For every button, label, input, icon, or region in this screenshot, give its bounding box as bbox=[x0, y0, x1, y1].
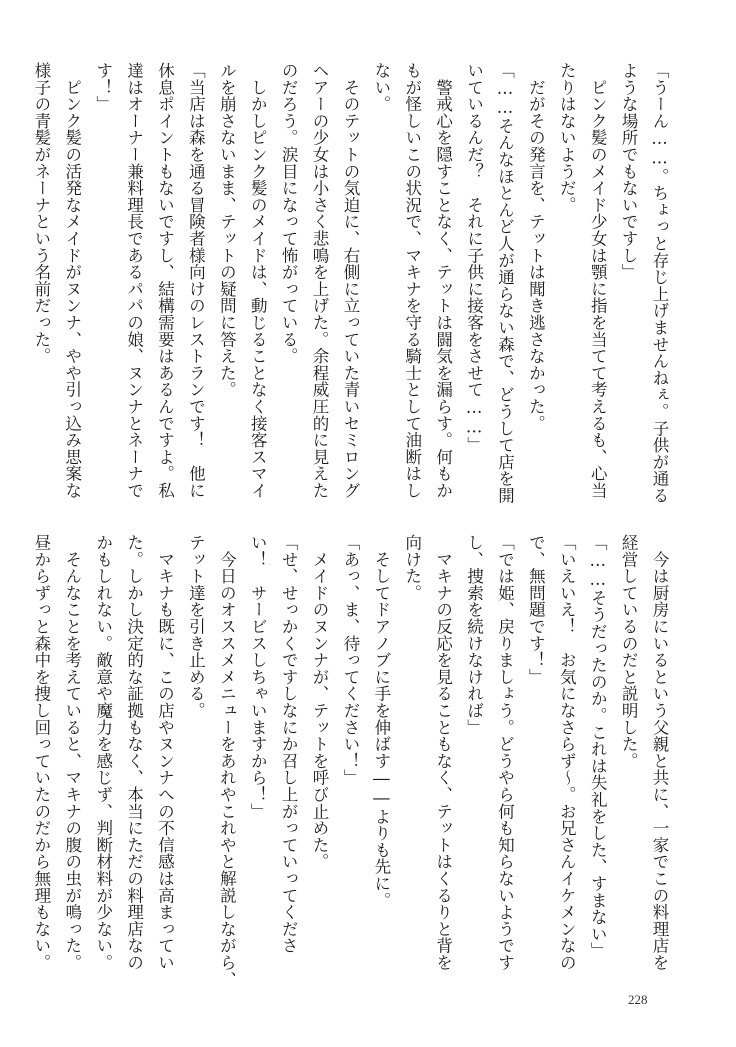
text-line: しかしピンク髪のメイドは、動じることなく接客スマイ bbox=[248, 62, 268, 499]
text-line: 「せ、せっかくですしなにか召し上がっていってくださ bbox=[279, 534, 299, 954]
text-line: い！ サービスしちゃいますから！」 bbox=[248, 534, 268, 820]
text-line: のだろう。涙目になって怖がっている。 bbox=[279, 62, 299, 365]
text-line: ない。 bbox=[371, 62, 391, 113]
text-line: いているんだ？ それに子供に接客をさせて……」 bbox=[464, 62, 484, 454]
text-line: 「いえいえ！ お気になさらず～。お兄さんイケメンなの bbox=[557, 534, 577, 971]
text-line: 「では姫、戻りましょう。どうやら何も知らないようです bbox=[495, 534, 515, 971]
text-line: そんなことを考えていると、マキナの腹の虫が鳴った。 bbox=[62, 534, 82, 971]
text-line: で、無問題です！」 bbox=[526, 534, 546, 686]
text-line: た。しかし決定的な証拠もなく、本当にただの料理店なの bbox=[124, 534, 144, 971]
text-line: 今は厨房にいるという父親と共に、一家でこの料理店を bbox=[650, 534, 669, 971]
text-line: 向けた。 bbox=[402, 534, 422, 602]
text-line: 警戒心を隠すことなく、テットは闘気を漏らす。何もか bbox=[433, 62, 453, 499]
text-line: 昼からずっと森中を捜し回っていたのだから無理もない。 bbox=[31, 534, 51, 971]
text-line: テット達を引き止める。 bbox=[186, 534, 206, 719]
text-line: 達はオーナー兼料理長であるパパの娘、ヌンナとネーナで bbox=[124, 62, 144, 499]
text-line: 経営しているのだと説明した。 bbox=[619, 534, 639, 770]
text-line: たりはないようだ。 bbox=[557, 62, 577, 214]
text-line: 「当店は森を通る冒険者様向けのレストランです！ 他に bbox=[186, 62, 206, 499]
text-line: ピンク髪の活発なメイドがヌンナ、やや引っ込み思案な bbox=[62, 62, 82, 499]
text-line: ような場所でもないですし」 bbox=[619, 62, 639, 281]
text-line: 今日のオススメメニューをあれやこれやと解説しながら、 bbox=[217, 534, 237, 988]
text-block-top bbox=[31, 62, 674, 504]
text-line: 「……そんなほとんど人が通らない森で、どうして店を開 bbox=[495, 62, 515, 504]
text-line: 休息ポイントもないですし、結構需要はあるんですよ。私 bbox=[155, 62, 175, 499]
text-line: かもしれない。敵意や魔力を感じず、判断材料が少ない。 bbox=[93, 534, 113, 971]
text-line: もが怪しいこの状況で、マキナを守る騎士として油断はし bbox=[402, 62, 422, 499]
text-line: メイドのヌンナが、テットを呼び止めた。 bbox=[310, 534, 330, 870]
text-block-bottom bbox=[31, 534, 674, 988]
text-line: ヘアーの少女は小さく悲鳴を上げた。余程威圧的に見えた bbox=[310, 62, 330, 499]
text-line: そのテットの気迫に、右側に立っていた青いセミロング bbox=[340, 62, 360, 499]
text-line: 「……そうだったのか。これは失礼をした、すまない」 bbox=[588, 534, 608, 959]
text-line: マキナの反応を見ることもなく、テットはくるりと背を bbox=[433, 534, 453, 971]
text-line: ルを崩さないまま、テットの疑問に答えた。 bbox=[217, 62, 237, 398]
text-line: す！」 bbox=[93, 62, 113, 113]
text-line: 「あっ、ま、待ってください！」 bbox=[340, 534, 360, 786]
text-line: だがその発言を、テットは聞き逃さなかった。 bbox=[526, 62, 546, 432]
text-line: し、捜索を続けなければ」 bbox=[464, 534, 484, 736]
text-line: マキナも既に、この店やヌンナへの不信感は高まってい bbox=[155, 534, 175, 971]
text-line: 「うーん……。ちょっと存じ上げませんねぇ。子供が通る bbox=[650, 62, 669, 504]
text-line: ピンク髪のメイド少女は顎に指を当てて考えるも、心当 bbox=[588, 62, 608, 499]
text-line: そしてドアノブに手を伸ばす――よりも先に。 bbox=[371, 534, 391, 909]
text-line: 様子の青髪がネーナという名前だった。 bbox=[31, 62, 51, 365]
page-number: 228 bbox=[628, 992, 648, 1007]
